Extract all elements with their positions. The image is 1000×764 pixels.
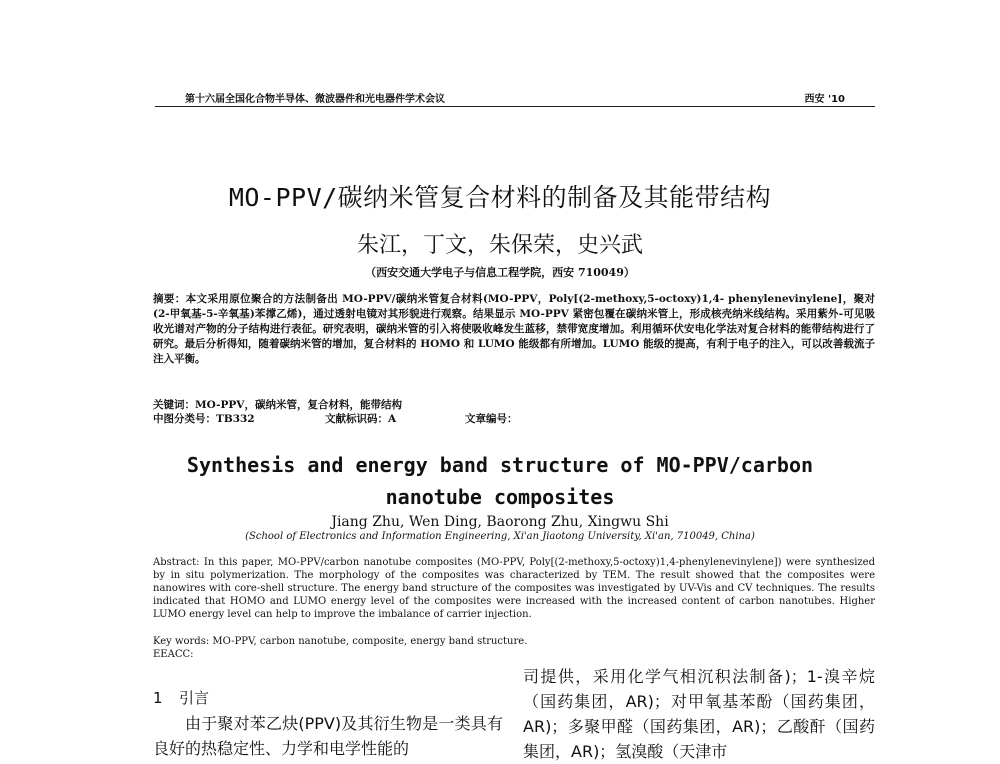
body-paragraph: 由于聚对苯乙炔(PPV)及其衍生物是一类具有良好的热稳定性、力学和电学性能的	[153, 714, 503, 758]
section-title: 引言	[179, 689, 210, 707]
eeacc-label: EEACC:	[153, 649, 194, 660]
english-abstract: Abstract: In this paper, MO-PPV/carbon nanotube composites (MO-PPV, Poly[(2-methoxy,5-octoxy)1,4-phenylenevinylene]) were synthesized by in situ polymerization. The morphology of the composites was characterized by TEM. The result showed that the composites were nanowires with core-shell structure. The energy band structure of the composites was investigated by UV-Vis and CV techniques. The results indicated that HOMO and LUMO energy level of the composites were increased with the increased content of carbon nanotubes. Higher LUMO energy level can help to improve the imbalance of carrier injection.	[153, 557, 875, 620]
body-right-column: 司提供，采用化学气相沉积法制备)；1-溴辛烷（国药集团，AR)；对甲氧基苯酚（国药集团，AR)；多聚甲醛（国药集团，AR)；乙酸酐（国药集团，AR)；氢溴酸（天津市	[523, 667, 875, 761]
english-authors: Jiang Zhu, Wen Ding, Baorong Zhu, Xingwu Shi	[331, 514, 669, 530]
english-title	[0, 449, 1000, 513]
english-title-line2: nanotube composites	[385, 485, 615, 509]
article-number: 文章编号：	[465, 413, 518, 425]
classification-line	[153, 412, 875, 426]
section-number: 1	[153, 689, 163, 707]
english-affiliation: (School of Electronics and Information Engineering, Xi'an Jiaotong University, Xi'an, 710049, China)	[245, 531, 755, 542]
body-left-column	[153, 686, 503, 761]
chinese-affiliation: （西安交通大学电子与信息工程学院，西安 710049）	[365, 266, 635, 279]
document-code: 文献标识码：A	[325, 413, 397, 425]
chinese-keywords: 关键词：MO-PPV，碳纳米管，复合材料，能带结构	[153, 399, 402, 411]
chinese-abstract: 摘要：本文采用原位聚合的方法制备出 MO-PPV/碳纳米管复合材料(MO-PPV，Poly[(2-methoxy,5-octoxy)1,4- phenylenevinylene]，聚对(2-甲氧基-5-辛氧基)苯撑乙烯)，通过透射电镜对其形貌进行观察。结果显示 MO-PPV 紧密包覆在碳纳米管上，形成核壳纳米线结构。采用紫外-可见吸收光谱对产物的分子结构进行表征。研究表明，碳纳米管的引入将使吸收峰发生蓝移，禁带宽度增加。利用循环伏安电化学法对复合材料的能带结构进行了研究。最后分析得知，随着碳纳米管的增加，复合材料的 HOMO 和 LUMO 能级都有所增加。LUMO 能级的提高，有利于电子的注入，可以改善载流子注入平衡。	[153, 293, 875, 365]
section-heading	[153, 686, 503, 711]
running-header	[155, 88, 875, 107]
classification-number: 中图分类号：TB332	[153, 413, 255, 425]
english-title-line1: Synthesis and energy band structure of MO-PPV/carbon	[186, 453, 814, 477]
conference-name: 第十六届全国化合物半导体、微波器件和光电器件学术会议	[185, 94, 445, 105]
conference-location-year: 西安 '10	[804, 94, 845, 105]
chinese-authors: 朱江，丁文，朱保荣，史兴武	[356, 233, 643, 258]
chinese-title: MO-PPV/碳纳米管复合材料的制备及其能带结构	[228, 183, 772, 212]
english-keywords: Key words: MO-PPV, carbon nanotube, composite, energy band structure.	[153, 636, 528, 647]
